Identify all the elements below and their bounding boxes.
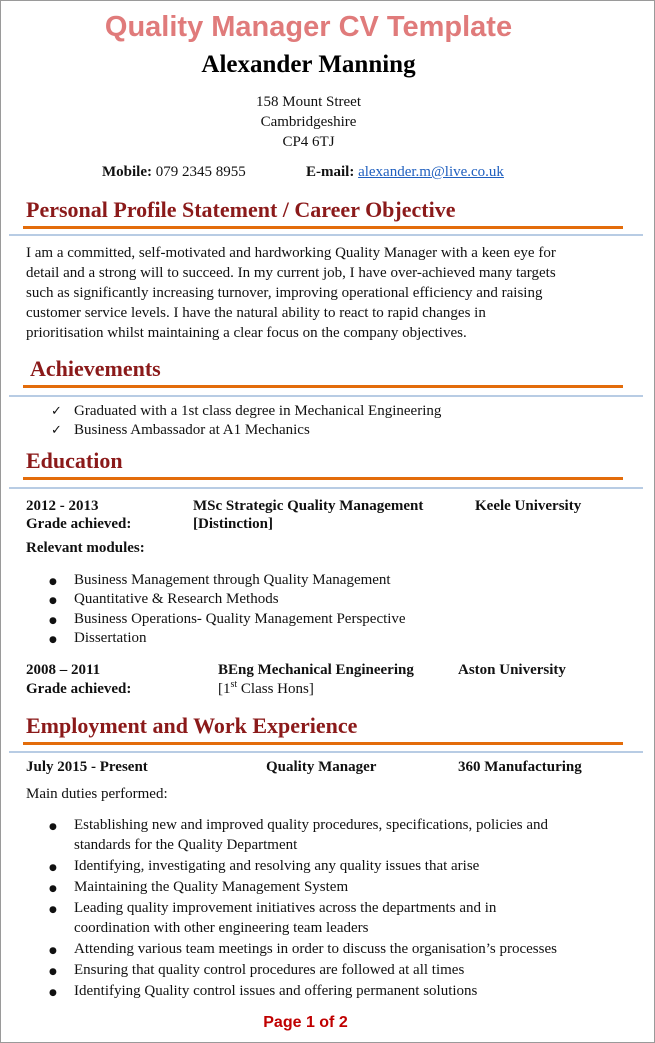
section-rule-blue bbox=[9, 487, 643, 489]
module-1: Business Management through Quality Management bbox=[74, 572, 391, 588]
candidate-name: Alexander Manning bbox=[201, 51, 416, 78]
edu2-school: Aston University bbox=[458, 662, 566, 678]
page-number: Page 1 of 2 bbox=[263, 1014, 348, 1031]
profile-line-3: such as significantly increasing turnover, improving operational efficiency and raising bbox=[26, 285, 543, 301]
email-link[interactable]: alexander.m@live.co.uk bbox=[358, 164, 504, 180]
address-line-3: CP4 6TJ bbox=[282, 134, 335, 150]
profile-line-4: customer service levels. I have the natural ability to react to rapid changes in bbox=[26, 305, 486, 321]
address-line-1: 158 Mount Street bbox=[256, 94, 361, 110]
mobile-label: Mobile: bbox=[102, 164, 152, 180]
profile-line-1: I am a committed, self-motivated and hardworking Quality Manager with a keen eye for bbox=[26, 245, 556, 261]
edu2-grade: [1st Class Hons] bbox=[218, 679, 314, 697]
section-rule-orange bbox=[23, 385, 623, 388]
job-role: Quality Manager bbox=[266, 759, 377, 775]
profile-line-5: prioritisation whilst maintaining a clear focus on the company objectives. bbox=[26, 325, 467, 341]
section-rule-orange bbox=[23, 477, 623, 480]
duty-6: Ensuring that quality control procedures are followed at all times bbox=[74, 962, 465, 978]
section-rule-blue bbox=[9, 234, 643, 236]
bullet-icon bbox=[49, 591, 57, 608]
edu1-dates: 2012 - 2013 bbox=[26, 498, 99, 514]
module-2: Quantitative & Research Methods bbox=[74, 591, 279, 607]
document-title: Quality Manager CV Template bbox=[104, 11, 513, 43]
duty-4-cont: coordination with other engineering team leaders bbox=[74, 920, 369, 936]
edu1-grade: [Distinction] bbox=[193, 516, 273, 532]
bullet-icon bbox=[49, 630, 57, 647]
list-item bbox=[51, 403, 62, 420]
education-heading: Education bbox=[26, 448, 123, 473]
section-rule-blue bbox=[9, 751, 643, 753]
bullet-icon bbox=[49, 962, 57, 979]
edu2-grade-label: Grade achieved: bbox=[26, 681, 132, 697]
email-label: E-mail: bbox=[306, 164, 355, 180]
bullet-icon bbox=[49, 817, 57, 834]
achievement-2: Business Ambassador at A1 Mechanics bbox=[74, 422, 310, 438]
duty-2: Identifying, investigating and resolving any quality issues that arise bbox=[74, 858, 480, 874]
bullet-icon bbox=[49, 572, 57, 589]
mobile-number: 079 2345 8955 bbox=[155, 164, 246, 180]
profile-heading: Personal Profile Statement / Career Objective bbox=[26, 197, 456, 222]
duty-3: Maintaining the Quality Management System bbox=[74, 879, 349, 895]
achievement-1: Graduated with a 1st class degree in Mechanical Engineering bbox=[74, 403, 442, 419]
edu1-course: MSc Strategic Quality Management bbox=[193, 498, 424, 514]
check-icon bbox=[51, 422, 62, 438]
profile-line-2: detail and a strong will to succeed. In my current job, I have over-achieved many targets bbox=[26, 265, 556, 281]
module-4: Dissertation bbox=[74, 630, 147, 646]
section-rule-orange bbox=[23, 742, 623, 745]
bullet-icon bbox=[49, 611, 57, 628]
edu1-grade-label: Grade achieved: bbox=[26, 516, 132, 532]
mobile-contact bbox=[102, 164, 246, 181]
bullet-icon bbox=[49, 879, 57, 896]
job-company: 360 Manufacturing bbox=[458, 759, 582, 775]
bullet-icon bbox=[49, 900, 57, 917]
check-icon bbox=[51, 403, 62, 419]
duty-4: Leading quality improvement initiatives across the departments and in bbox=[74, 900, 497, 916]
module-3: Business Operations- Quality Management Perspective bbox=[74, 611, 406, 627]
employment-heading: Employment and Work Experience bbox=[26, 713, 358, 738]
edu1-school: Keele University bbox=[475, 498, 582, 514]
duty-1: Establishing new and improved quality procedures, specifications, policies and bbox=[74, 817, 549, 833]
job-dates: July 2015 - Present bbox=[26, 759, 148, 775]
bullet-icon bbox=[49, 941, 57, 958]
section-rule-orange bbox=[23, 226, 623, 229]
bullet-icon bbox=[49, 858, 57, 875]
duty-5: Attending various team meetings in order to discuss the organisation’s processes bbox=[74, 941, 557, 957]
list-item bbox=[51, 422, 62, 439]
edu2-course: BEng Mechanical Engineering bbox=[218, 662, 414, 678]
bullet-icon bbox=[49, 983, 57, 1000]
edu2-dates: 2008 – 2011 bbox=[26, 662, 101, 678]
section-rule-blue bbox=[9, 395, 643, 397]
duty-1-cont: standards for the Quality Department bbox=[74, 837, 298, 853]
achievements-heading: Achievements bbox=[30, 356, 161, 381]
modules-label: Relevant modules: bbox=[26, 540, 145, 556]
address-line-2: Cambridgeshire bbox=[260, 114, 357, 130]
email-contact bbox=[306, 164, 504, 181]
duty-7: Identifying Quality control issues and offering permanent solutions bbox=[74, 983, 478, 999]
duties-label: Main duties performed: bbox=[26, 786, 168, 802]
